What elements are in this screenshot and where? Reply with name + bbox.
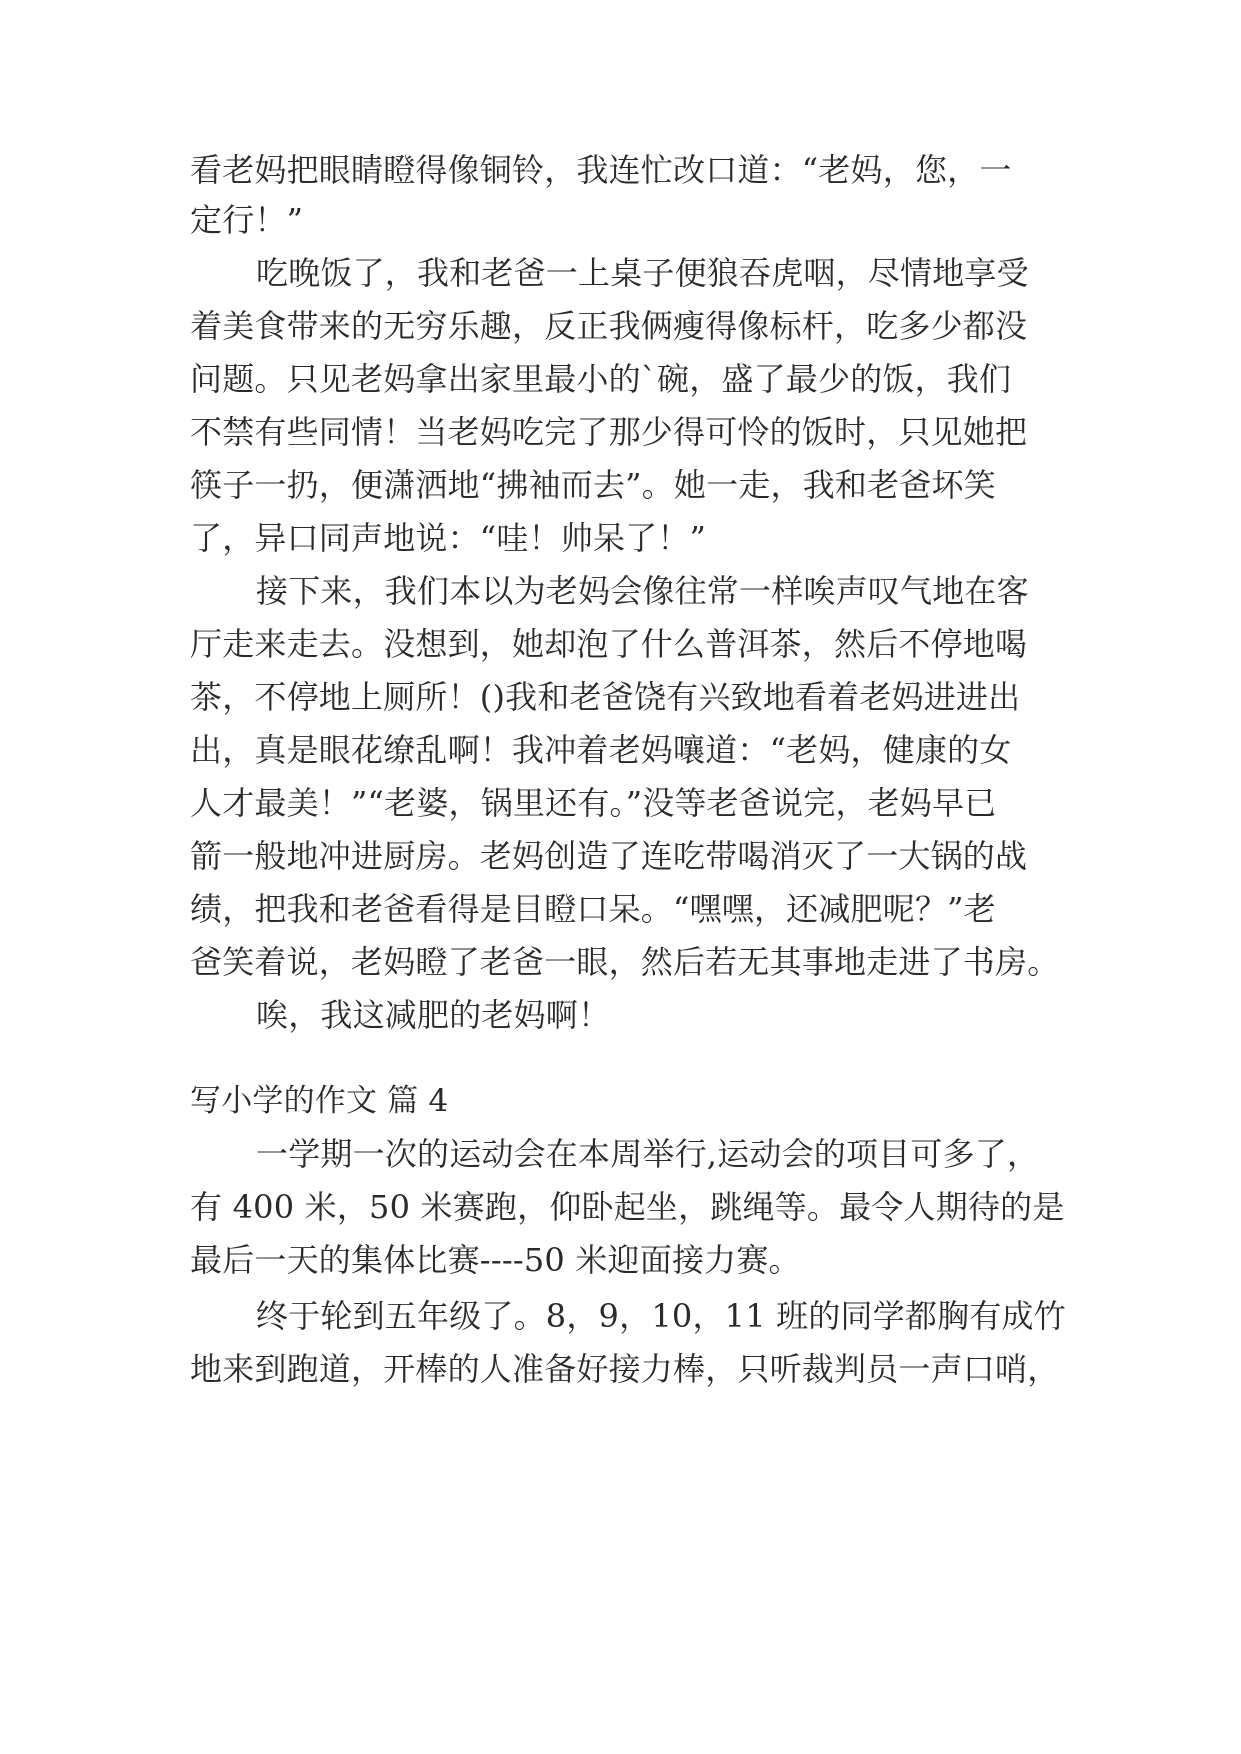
text-line: 厅走来走去。没想到，她却泡了什么普洱茶，然后不停地喝 (190, 625, 1028, 663)
text-line: 了，异口同声地说：“哇！帅呆了！” (190, 519, 707, 557)
section-heading: 写小学的作文 篇 4 (190, 1083, 449, 1119)
text-line: 最后一天的集体比赛----50 米迎面接力赛。 (190, 1241, 801, 1279)
text-line: 着美食带来的无穷乐趣，反正我俩瘦得像标杆，吃多少都没 (190, 307, 1028, 345)
text-line: 有 400 米，50 米赛跑，仰卧起坐，跳绳等。最令人期待的是 (190, 1188, 1065, 1226)
text-line: 人才最美！”“老婆，锅里还有。”没等老爸说完，老妈早已 (190, 784, 997, 822)
text-line: 爸笑着说，老妈瞪了老爸一眼，然后若无其事地走进了书房。 (190, 943, 1060, 981)
text-line: 筷子一扔，便潇洒地“拂袖而去”。她一走，我和老爸坏笑 (190, 466, 996, 504)
text-line: 地来到跑道，开棒的人准备好接力棒，只听裁判员一声口哨， (190, 1350, 1060, 1388)
paragraph-first-line: 接下来，我们本以为老妈会像往常一样唉声叹气地在客 (256, 572, 1029, 610)
paragraph-first-line: 终于轮到五年级了。8，9，10，11 班的同学都胸有成竹 (256, 1297, 1066, 1335)
text-line: 出，真是眼花缭乱啊！我冲着老妈嚷道：“老妈，健康的女 (190, 731, 1012, 769)
paragraph-first-line: 唉，我这减肥的老妈啊！ (256, 996, 611, 1034)
paragraph-first-line: 一学期一次的运动会在本周举行,运动会的项目可多了， (256, 1135, 1040, 1173)
text-line: 箭一般地冲进厨房。老妈创造了连吃带喝消灭了一大锅的战 (190, 837, 1028, 875)
paragraph-first-line: 吃晚饭了，我和老爸一上桌子便狼吞虎咽，尽情地享受 (256, 254, 1029, 292)
text-line: 定行！” (190, 201, 304, 239)
text-line: 绩，把我和老爸看得是目瞪口呆。“嘿嘿，还减肥呢？”老 (190, 890, 996, 928)
text-line: 不禁有些同情！当老妈吃完了那少得可怜的饭时，只见她把 (190, 413, 1028, 451)
text-line: 茶，不停地上厕所！()我和老爸饶有兴致地看着老妈进进出 (190, 678, 1021, 716)
text-line: 问题。只见老妈拿出家里最小的`碗，盛了最少的饭，我们 (190, 360, 1012, 398)
text-line: 看老妈把眼睛瞪得像铜铃，我连忙改口道：“老妈，您，一 (190, 151, 1012, 189)
